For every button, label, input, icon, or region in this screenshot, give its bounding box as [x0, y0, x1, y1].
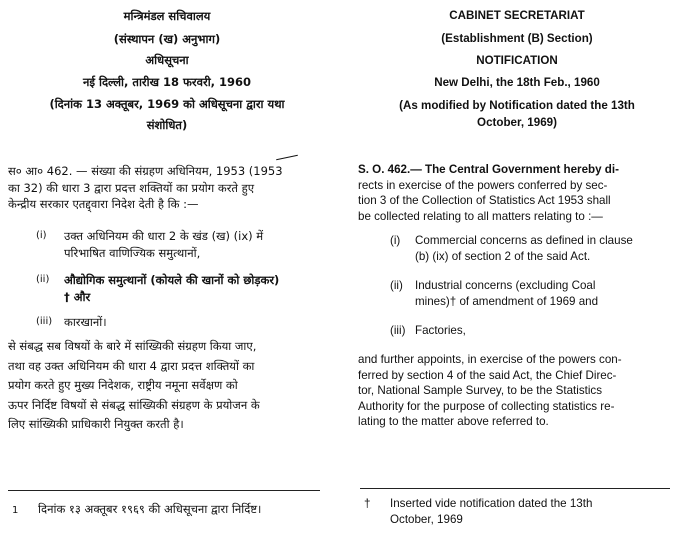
english-item-iii	[390, 323, 676, 339]
hindi-intro	[8, 163, 326, 213]
hindi-paragraph	[8, 337, 326, 435]
english-intro-line	[358, 162, 676, 178]
item-line: Commercial concerns as defined in clause	[415, 234, 633, 247]
english-heading-section: (Establishment (B) Section)	[441, 32, 593, 45]
english-item-i	[390, 233, 676, 264]
english-intro-line: be collected relating to all matters relating to :—	[358, 209, 603, 223]
item-line: कारखानों।	[64, 315, 107, 329]
item-number: (ii)	[390, 279, 403, 292]
english-intro-line: rects in exercise of the powers conferred by sec-	[358, 178, 608, 192]
english-para-line: lating to the matter above referred to.	[358, 415, 549, 429]
hindi-footnote	[12, 501, 328, 520]
footnote-text-line: Inserted vide notification dated the 13th	[390, 497, 593, 510]
english-para-line: Authority for the purpose of collecting statistics re-	[358, 399, 615, 413]
english-heading-modified-1: (As modified by Notification dated the 13th	[399, 99, 635, 112]
item-line: Industrial concerns (excluding Coal	[415, 279, 596, 292]
english-intro-line: tion 3 of the Collection of Statistics Act 1953 shall	[358, 194, 611, 208]
item-line: Factories,	[415, 324, 466, 337]
hindi-para-line: प्रयोग करते हुए मुख्य निदेशक, राष्ट्रीय नमूना सर्वेक्षण को	[8, 378, 238, 393]
english-para-line: tor, National Sample Survey, to be the Statistics	[358, 384, 603, 398]
hindi-para-line: ऊपर निर्दिष्ट विषयों से संबद्ध सांख्यिकी संग्रहण के प्रयोजन के	[8, 397, 260, 412]
english-intro	[358, 162, 676, 224]
pen-mark	[276, 155, 298, 161]
english-intro-line-text: S. O. 462.— The Central Government hereby di-	[358, 163, 619, 176]
hindi-intro-line: स० आ० 462. — संख्या की संग्रहण अधिनियम, 1953 (1953	[8, 164, 283, 178]
hindi-heading-ministry: मन्त्रिमंडल सचिवालय	[123, 9, 211, 23]
english-item-ii	[390, 278, 676, 309]
hindi-intro-line: का 32) की धारा 3 द्वारा प्रदत्त शक्तियों का प्रयोग करते हुए	[8, 180, 255, 195]
hindi-heading-modified-2: संशोधित)	[146, 118, 188, 132]
item-line: (b) (ix) of section 2 of the said Act.	[415, 249, 591, 263]
item-number: (ii)	[36, 274, 50, 285]
english-heading-date: New Delhi, the 18th Feb., 1960	[434, 76, 600, 89]
hindi-intro-line: केन्द्रीय सरकार एतद्द्वारा निदेश देती है कि :—	[8, 197, 199, 212]
item-line: परिभाषित वाणिज्यिक समुत्थानों,	[64, 245, 201, 260]
hindi-heading-date: नई दिल्ली, तारीख 18 फरवरी, 1960	[82, 75, 252, 89]
item-number: (i)	[390, 234, 401, 247]
item-line: उक्त अधिनियम की धारा 2 के खंड (ख) (ix) में	[64, 229, 264, 243]
hindi-heading-modified-1: (दिनांक 13 अक्तूबर, 1969 को अधिसूचना द्वारा यथा	[49, 97, 285, 111]
hindi-heading-notification: अधिसूचना	[145, 53, 189, 67]
item-number: (iii)	[36, 316, 53, 327]
english-footnote	[364, 496, 676, 527]
english-para-line: and further appoints, in exercise of the powers con-	[358, 353, 622, 366]
item-line: mines)† of amendment of 1969 and	[415, 294, 599, 308]
hindi-para-line: से संबद्ध सब विषयों के बारे में सांख्यिकी संग्रहण किया जाए,	[8, 339, 257, 353]
footnote-mark: 1	[12, 505, 19, 516]
english-footnote-divider	[360, 488, 670, 489]
item-line: † और	[64, 289, 91, 304]
hindi-footnote-divider	[8, 490, 320, 491]
item-number: (i)	[36, 230, 47, 241]
hindi-item-ii	[36, 272, 326, 305]
english-heading-modified-2: October, 1969)	[477, 116, 557, 129]
hindi-item-i	[36, 228, 326, 261]
footnote-text-line: October, 1969	[390, 512, 463, 526]
hindi-item-iii	[36, 314, 326, 331]
footnote-mark: †	[364, 497, 371, 510]
english-paragraph	[358, 352, 676, 430]
english-para-line: ferred by section 4 of the said Act, the Chief Direc-	[358, 368, 617, 382]
hindi-para-line: तथा वह उक्त अधिनियम की धारा 4 द्वारा प्रदत्त शक्तियों का	[8, 358, 255, 373]
footnote-text: दिनांक १३ अक्तूबर १९६९ की अधिसूचना द्वारा निर्दिष्ट।	[38, 502, 262, 516]
english-heading-notification: NOTIFICATION	[476, 54, 558, 67]
hindi-para-line: लिए सांख्यिकी प्राधिकारी नियुक्त करती है।	[8, 417, 184, 432]
item-line: औद्योगिक समुत्थानों (कोयले की खानों को छोड़कर)	[64, 273, 280, 287]
english-heading-ministry: CABINET SECRETARIAT	[449, 9, 585, 22]
hindi-heading-section: (संस्थापन (ख) अनुभाग)	[113, 32, 221, 46]
item-number: (iii)	[390, 324, 406, 337]
